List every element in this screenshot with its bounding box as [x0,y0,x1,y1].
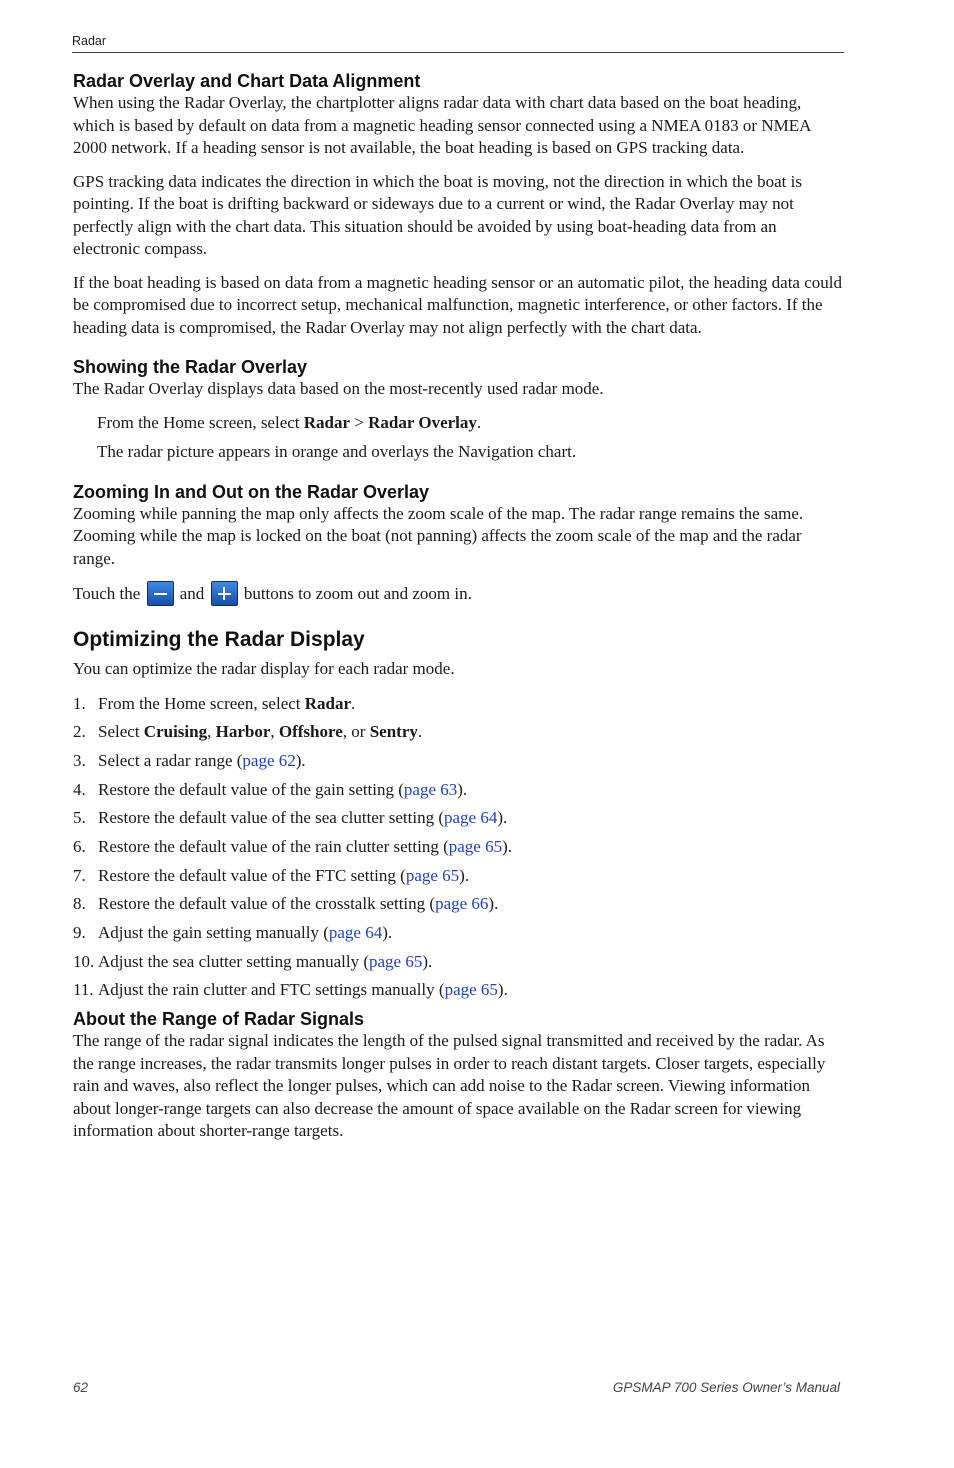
list-item: 8. Restore the default value of the crosstalk setting (page 66). [73,894,499,914]
list-item: 4. Restore the default value of the gain setting (page 63). [73,779,468,799]
page-content [73,70,845,1143]
showing-result: The radar picture appears in orange and overlays the Navigation chart. [97,442,577,461]
list-item: 6. Restore the default value of the rain clutter setting (page 65). [73,836,512,856]
range-paragraph: The range of the radar signal indicates the length of the pulsed signal transmitted and received by the radar. As the range increases, the radar transmits longer pulses in order to reach distant targets. Closer targets, especially rain and waves, also reflect the longer pulses, which can add noise to the Radar screen. Viewing information about longer-range targets can also decrease the amount of space available on the Radar screen for viewing information about shorter-range targets. [73,1031,826,1141]
list-item: 7. Restore the default value of the FTC setting (page 65). [73,865,470,885]
heading-range: About the Range of Radar Signals [73,1009,365,1030]
list-item: 11. Adjust the rain clutter and FTC settings manually (page 65). [73,980,508,1000]
list-item: 9. Adjust the gain setting manually (page 64). [73,923,393,942]
section-showing [73,356,845,464]
alignment-paragraph-2: GPS tracking data indicates the direction in which the boat is moving, not the direction in which the boat is pointing. If the boat is drifting backward or sideways due to a current or wind, the Radar Overlay may not perfectly align with the chart data. This situation should be avoided by using boat-heading data from an electronic compass. [73,171,802,258]
heading-zooming: Zooming In and Out on the Radar Overlay [73,481,430,502]
zoom-instruction: Touch the and buttons to zoom out and zoom in. [73,581,845,606]
page-link[interactable]: page 62 [242,750,296,770]
list-item: 2. Select Cruising, Harbor, Offshore, or Sentry. [73,722,423,742]
zoom-out-button[interactable] [147,581,174,606]
running-head: Radar [72,34,107,48]
alignment-paragraph-3: If the boat heading is based on data from a magnetic heading sensor or an automatic pilot, the heading data could be compromised due to incorrect setup, mechanical malfunction, magnetic interference, or other factors. If the heading data is compromised, the Radar Overlay may not align perfectly with the chart data. [73,272,843,337]
heading-optimizing: Optimizing the Radar Display [73,628,365,651]
optimizing-steps [73,693,845,1002]
page-link[interactable]: page 65 [405,865,460,885]
zoom-in-button[interactable] [211,581,238,606]
page-link[interactable]: page 64 [328,923,383,942]
list-item: 1. From the Home screen, select Radar. [73,693,356,713]
section-optimizing [73,626,845,1002]
section-range [73,1008,845,1143]
page-number: 62 [73,1380,89,1395]
manual-title: GPSMAP 700 Series Owner’s Manual [612,1380,840,1395]
menu-radar: Radar [303,412,351,432]
page-link[interactable]: page 65 [369,951,423,971]
minus-icon [154,593,167,595]
showing-step: From the Home screen, select Radar > Radar Overlay. [97,412,482,432]
page-link[interactable]: page 66 [435,894,489,914]
header-rule [72,52,844,53]
page-link[interactable]: page 65 [448,836,503,856]
page-link[interactable]: page 63 [403,779,458,799]
optimizing-intro: You can optimize the radar display for each radar mode. [73,659,455,678]
list-item: 3. Select a radar range (page 62). [73,750,306,770]
menu-radar-overlay: Radar Overlay [368,412,477,432]
alignment-paragraph-1: When using the Radar Overlay, the chartplotter aligns radar data with chart data based on the boat heading, which is based by default on data from a magnetic heading sensor connected using a NMEA 0183 or NMEA 2000 network. If a heading sensor is not available, the boat heading is based on GPS tracking data. [73,93,811,157]
zooming-paragraph: Zooming while panning the map only affects the zoom scale of the map. The radar range remains the same. Zooming while the map is locked on the boat (not panning) affects the zoom scale of the map and the radar range. [73,503,804,568]
section-zooming [73,481,845,607]
list-item: 10. Adjust the sea clutter setting manually (page 65). [73,951,433,971]
list-item: 5. Restore the default value of the sea clutter setting (page 64). [73,808,508,828]
showing-paragraph: The Radar Overlay displays data based on the most-recently used radar mode. [73,379,604,398]
section-alignment [73,70,845,339]
page-link[interactable]: page 65 [444,980,498,1000]
page-link[interactable]: page 64 [444,808,498,828]
heading-showing: Showing the Radar Overlay [73,357,308,377]
heading-alignment: Radar Overlay and Chart Data Alignment [73,71,421,91]
